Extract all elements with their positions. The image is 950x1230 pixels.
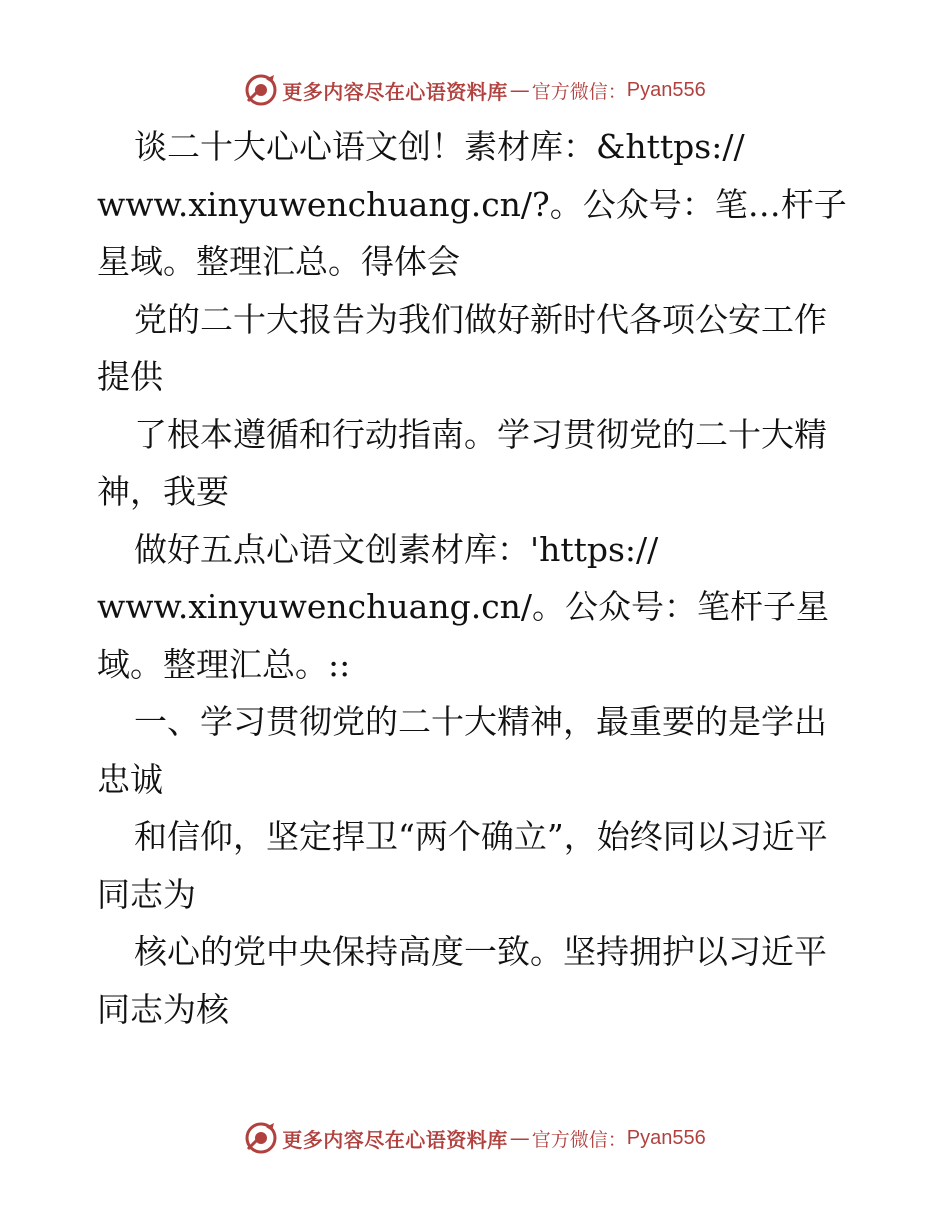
watermark-wechat-label: 官方微信： (531, 80, 627, 103)
watermark-wechat-label: 官方微信： (531, 1128, 627, 1151)
watermark-separator: — (509, 1126, 530, 1150)
paragraph-4: 了根本遵循和行动指南。学习贯彻党的二十大精神，我要 (97, 414, 827, 511)
paragraph-8: 和信仰，坚定捍卫“两个确立”，始终同以习近平同志为 (97, 817, 828, 914)
watermark-separator: — (509, 78, 530, 102)
paragraph-7: 一、学习贯彻党的二十大精神，最重要的是学出忠诚 (97, 702, 827, 799)
watermark-text: 更多内容尽在心语资料库 (282, 79, 508, 104)
paragraph-3: 党的二十大报告为我们做好新时代各项公安工作提供 (97, 299, 827, 396)
header-watermark (0, 70, 950, 110)
watermark-text: 更多内容尽在心语资料库 (282, 1127, 508, 1152)
paragraph-6: www.xinyuwenchuang.cn/。公众号：笔杆子星域。整理汇总。:: (97, 587, 830, 684)
paragraph-1: 谈二十大心心语文创！素材库：&https:// (134, 127, 745, 166)
watermark-wechat-id: Pyan556 (626, 1126, 706, 1149)
paragraph-9: 核心的党中央保持高度一致。坚持拥护以习近平同志为核 (97, 932, 827, 1029)
paragraph-5: 做好五点心语文创素材库：'https:// (134, 529, 659, 569)
brand-logo-icon (244, 1121, 278, 1155)
brand-logo-icon (244, 73, 278, 107)
paragraph-2: www.xinyuwenchuang.cn/?。公众号：笔…杆子星域。整理汇总。得体会 (97, 184, 847, 281)
document-body (97, 118, 857, 1038)
footer-watermark (0, 1118, 950, 1158)
watermark-wechat-id: Pyan556 (626, 78, 706, 101)
